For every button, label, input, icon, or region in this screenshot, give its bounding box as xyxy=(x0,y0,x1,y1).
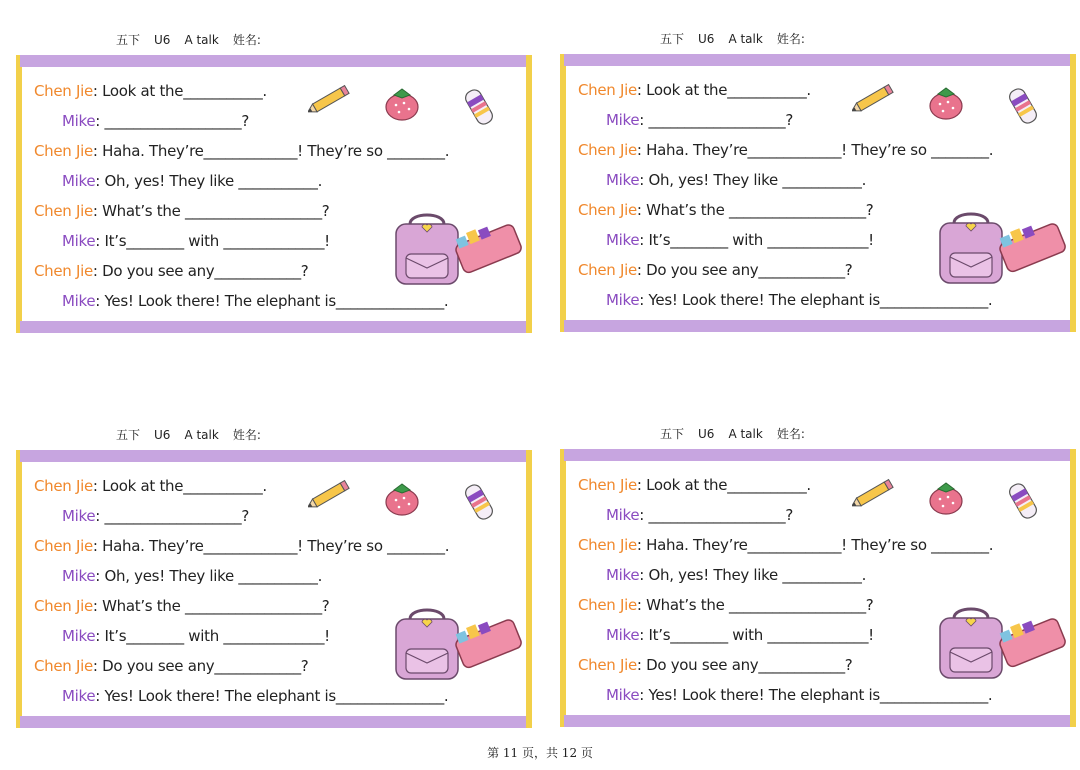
speaker-name: Mike xyxy=(62,567,96,585)
speaker-name: Mike xyxy=(62,112,96,130)
pencil-icon xyxy=(852,477,898,511)
top-bar xyxy=(564,449,1070,461)
line-text: : Yes! Look there! The elephant is_______________. xyxy=(95,687,449,705)
speaker-name: Chen Jie xyxy=(578,596,637,614)
speaker-name: Mike xyxy=(62,172,96,190)
dialogue-frame xyxy=(560,54,1076,332)
line-text: : Haha. They’re_____________! They’re so ________. xyxy=(92,537,450,555)
dialogue-frame xyxy=(16,55,532,333)
header-unit: U6 xyxy=(154,33,171,47)
line-text: : Do you see any____________? xyxy=(92,657,309,675)
speaker-name: Mike xyxy=(62,507,96,525)
line-text: : Look at the___________. xyxy=(92,477,267,495)
left-edge-stripe xyxy=(16,450,22,728)
header-grade: 五下 xyxy=(660,32,685,46)
speaker-name: Chen Jie xyxy=(34,597,93,615)
header-unit: U6 xyxy=(698,427,715,441)
strawberry-eraser-icon xyxy=(926,84,966,126)
worksheet-header xyxy=(660,30,819,47)
top-bar xyxy=(20,450,526,462)
speaker-name: Mike xyxy=(62,627,96,645)
dialogue-line xyxy=(578,596,873,614)
top-bar xyxy=(564,54,1070,66)
left-edge-stripe xyxy=(16,55,22,333)
header-unit: U6 xyxy=(154,428,171,442)
dialogue-line xyxy=(34,477,267,495)
strawberry-eraser-icon xyxy=(926,479,966,521)
line-text: : What’s the ___________________? xyxy=(92,597,330,615)
worksheet-header xyxy=(660,425,819,442)
dialogue-line xyxy=(62,567,322,585)
line-text: : What’s the ___________________? xyxy=(636,596,874,614)
dialogue-line xyxy=(62,232,330,250)
speaker-name: Chen Jie xyxy=(34,82,93,100)
dialogue-line xyxy=(34,537,449,555)
line-text: : What’s the ___________________? xyxy=(92,202,330,220)
bottom-bar xyxy=(20,716,526,728)
left-edge-stripe xyxy=(560,54,566,332)
bottom-bar xyxy=(20,321,526,333)
dialogue-line xyxy=(578,201,873,219)
header-unit: U6 xyxy=(698,32,715,46)
dialogue-card xyxy=(560,429,1080,769)
dialogue-line xyxy=(34,597,329,615)
dialogue-line xyxy=(34,262,308,280)
speaker-name: Mike xyxy=(62,687,96,705)
dialogue-line xyxy=(62,112,249,130)
header-lesson: A talk xyxy=(184,428,219,442)
speaker-name: Chen Jie xyxy=(34,262,93,280)
line-text: : Haha. They’re_____________! They’re so ________. xyxy=(636,536,994,554)
eraser-icon xyxy=(462,480,496,528)
worksheet-header xyxy=(116,31,275,48)
dialogue-frame xyxy=(16,450,532,728)
header-grade: 五下 xyxy=(660,427,685,441)
header-name-label: 姓名: xyxy=(776,32,805,46)
dialogue-line xyxy=(578,141,993,159)
speaker-name: Chen Jie xyxy=(578,201,637,219)
line-text: : Oh, yes! They like ___________. xyxy=(639,171,867,189)
strawberry-eraser-icon xyxy=(382,85,422,127)
header-lesson: A talk xyxy=(728,427,763,441)
dialogue-line xyxy=(34,82,267,100)
right-edge-stripe xyxy=(1070,449,1076,727)
pencil-icon xyxy=(308,478,354,512)
school-bag-icon xyxy=(932,209,1070,293)
dialogue-line xyxy=(34,202,329,220)
speaker-name: Mike xyxy=(606,291,640,309)
line-text: : It’s________ with ______________! xyxy=(639,626,874,644)
left-edge-stripe xyxy=(560,449,566,727)
speaker-name: Mike xyxy=(62,292,96,310)
speaker-name: Mike xyxy=(606,626,640,644)
line-text: : Yes! Look there! The elephant is_______________. xyxy=(639,686,993,704)
line-text: : Yes! Look there! The elephant is_______________. xyxy=(639,291,993,309)
header-lesson: A talk xyxy=(728,32,763,46)
line-text: : Oh, yes! They like ___________. xyxy=(95,172,323,190)
speaker-name: Chen Jie xyxy=(578,261,637,279)
speaker-name: Chen Jie xyxy=(578,656,637,674)
speaker-name: Chen Jie xyxy=(34,477,93,495)
dialogue-card xyxy=(16,35,536,375)
line-text: : ___________________? xyxy=(639,111,793,129)
line-text: : Do you see any____________? xyxy=(92,262,309,280)
line-text: : Oh, yes! They like ___________. xyxy=(95,567,323,585)
line-text: : It’s________ with ______________! xyxy=(639,231,874,249)
speaker-name: Chen Jie xyxy=(578,141,637,159)
speaker-name: Chen Jie xyxy=(578,81,637,99)
school-bag-icon xyxy=(932,604,1070,688)
speaker-name: Chen Jie xyxy=(34,142,93,160)
line-text: : Yes! Look there! The elephant is_______________. xyxy=(95,292,449,310)
line-text: : ___________________? xyxy=(639,506,793,524)
line-text: : Haha. They’re_____________! They’re so ________. xyxy=(636,141,994,159)
right-edge-stripe xyxy=(1070,54,1076,332)
speaker-name: Chen Jie xyxy=(34,202,93,220)
right-edge-stripe xyxy=(526,55,532,333)
header-grade: 五下 xyxy=(116,33,141,47)
speaker-name: Mike xyxy=(606,686,640,704)
speaker-name: Mike xyxy=(606,231,640,249)
dialogue-line xyxy=(62,172,322,190)
header-grade: 五下 xyxy=(116,428,141,442)
speaker-name: Mike xyxy=(606,566,640,584)
header-name-label: 姓名: xyxy=(232,33,261,47)
dialogue-line xyxy=(606,626,874,644)
strawberry-eraser-icon xyxy=(382,480,422,522)
line-text: : It’s________ with ______________! xyxy=(95,627,330,645)
dialogue-line xyxy=(606,506,793,524)
top-bar xyxy=(20,55,526,67)
line-text: : ___________________? xyxy=(95,112,249,130)
dialogue-line xyxy=(578,81,811,99)
dialogue-line xyxy=(578,656,852,674)
speaker-name: Chen Jie xyxy=(34,657,93,675)
worksheet-header xyxy=(116,426,275,443)
eraser-icon xyxy=(462,85,496,133)
dialogue-frame xyxy=(560,449,1076,727)
dialogue-line xyxy=(606,566,866,584)
eraser-icon xyxy=(1006,84,1040,132)
eraser-icon xyxy=(1006,479,1040,527)
line-text: : Look at the___________. xyxy=(92,82,267,100)
dialogue-line xyxy=(606,686,992,704)
dialogue-line xyxy=(62,292,448,310)
dialogue-line xyxy=(578,261,852,279)
speaker-name: Chen Jie xyxy=(578,476,637,494)
header-lesson: A talk xyxy=(184,33,219,47)
dialogue-card xyxy=(560,34,1080,374)
line-text: : It’s________ with ______________! xyxy=(95,232,330,250)
school-bag-icon xyxy=(388,210,526,294)
speaker-name: Mike xyxy=(606,111,640,129)
header-name-label: 姓名: xyxy=(232,428,261,442)
dialogue-line xyxy=(34,657,308,675)
speaker-name: Chen Jie xyxy=(578,536,637,554)
right-edge-stripe xyxy=(526,450,532,728)
line-text: : Do you see any____________? xyxy=(636,656,853,674)
bottom-bar xyxy=(564,715,1070,727)
line-text: : What’s the ___________________? xyxy=(636,201,874,219)
speaker-name: Mike xyxy=(62,232,96,250)
dialogue-line xyxy=(606,231,874,249)
dialogue-line xyxy=(34,142,449,160)
dialogue-line xyxy=(62,687,448,705)
line-text: : ___________________? xyxy=(95,507,249,525)
dialogue-card xyxy=(16,430,536,770)
dialogue-line xyxy=(578,476,811,494)
line-text: : Look at the___________. xyxy=(636,476,811,494)
dialogue-line xyxy=(606,111,793,129)
bottom-bar xyxy=(564,320,1070,332)
speaker-name: Mike xyxy=(606,171,640,189)
school-bag-icon xyxy=(388,605,526,689)
pencil-icon xyxy=(852,82,898,116)
dialogue-line xyxy=(606,291,992,309)
header-name-label: 姓名: xyxy=(776,427,805,441)
dialogue-line xyxy=(606,171,866,189)
line-text: : Look at the___________. xyxy=(636,81,811,99)
page-footer: 第 11 页，共 12 页 xyxy=(487,746,593,760)
speaker-name: Mike xyxy=(606,506,640,524)
dialogue-line xyxy=(62,507,249,525)
dialogue-line xyxy=(62,627,330,645)
pencil-icon xyxy=(308,83,354,117)
line-text: : Haha. They’re_____________! They’re so ________. xyxy=(92,142,450,160)
dialogue-line xyxy=(578,536,993,554)
speaker-name: Chen Jie xyxy=(34,537,93,555)
line-text: : Do you see any____________? xyxy=(636,261,853,279)
line-text: : Oh, yes! They like ___________. xyxy=(639,566,867,584)
